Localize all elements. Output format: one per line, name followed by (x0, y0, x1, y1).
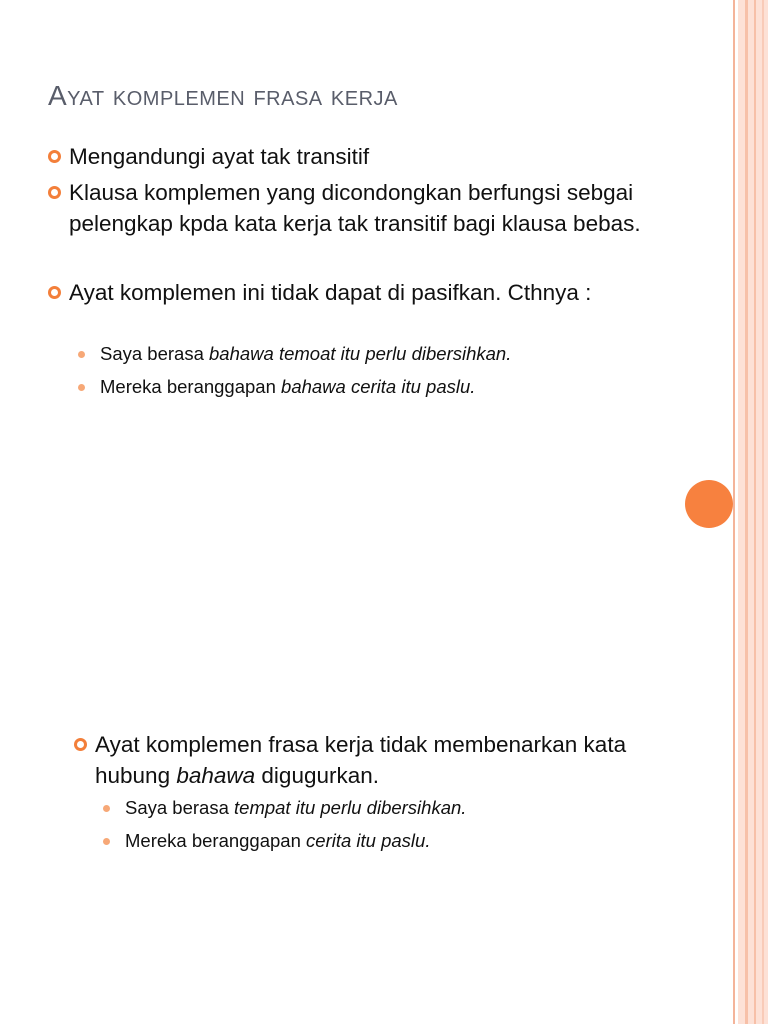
example-italic-text: bahawa temoat itu perlu dibersihkan. (209, 343, 512, 364)
bullet-text: Ayat komplemen frasa kerja tidak membenarkan kata hubung (95, 732, 627, 788)
example-item (103, 796, 466, 820)
example-plain-text: Saya berasa (100, 343, 210, 364)
ring-bullet-icon (48, 150, 61, 163)
dot-bullet-icon (78, 384, 85, 391)
decorative-circle (685, 480, 733, 528)
dot-bullet-icon (103, 805, 110, 812)
example-plain-text: Mereka beranggapan (125, 830, 307, 851)
bullet-item (48, 177, 668, 239)
ring-bullet-icon (48, 286, 61, 299)
bullet-text: Klausa komplemen yang dicondongkan berfungsi sebgai pelengkap kpda kata kerja tak transitif bagi klausa bebas. (69, 180, 641, 236)
slide-title: Ayat komplemen frasa kerja (48, 80, 398, 111)
example-italic-text: bahawa cerita itu paslu. (281, 376, 476, 397)
ring-bullet-icon (74, 738, 87, 751)
example-plain-text: Saya berasa (125, 797, 235, 818)
bullet-item (48, 141, 668, 172)
example-plain-text: Mereka beranggapan (100, 376, 282, 397)
dot-bullet-icon (103, 838, 110, 845)
bullet-italic-text: bahawa (176, 763, 256, 788)
example-italic-text: tempat itu perlu dibersihkan. (234, 797, 467, 818)
bullet-text: digugurkan. (255, 763, 380, 788)
example-item (78, 342, 511, 366)
bullet-text: Ayat komplemen ini tidak dapat di pasifkan. Cthnya : (69, 280, 592, 305)
example-italic-text: cerita itu paslu. (306, 830, 431, 851)
decorative-line (745, 0, 748, 1024)
example-item (78, 375, 475, 399)
dot-bullet-icon (78, 351, 85, 358)
decorative-line (733, 0, 735, 1024)
decorative-line (754, 0, 756, 1024)
ring-bullet-icon (48, 186, 61, 199)
bullet-item (48, 277, 656, 308)
bullet-item (74, 729, 664, 791)
decorative-line (762, 0, 764, 1024)
bullet-text: Mengandungi ayat tak transitif (69, 144, 370, 169)
example-item (103, 829, 430, 853)
